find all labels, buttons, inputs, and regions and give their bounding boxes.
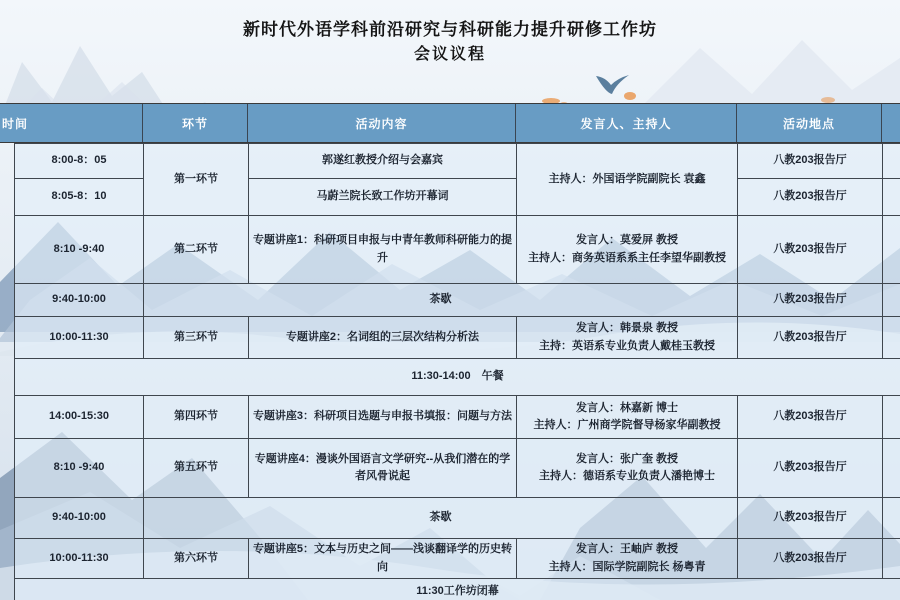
cell-location: 八教203报告厅 — [738, 216, 883, 284]
cell-speaker: 主持人：外国语学院副院长 袁鑫 — [517, 144, 738, 216]
column-header-session: 环节 — [143, 104, 248, 142]
cell-content: 专题讲座5：文本与历史之间——浅谈翻译学的历史转向 — [249, 539, 517, 579]
table-row — [15, 579, 900, 600]
speaker-line: 发言人：张广奎 教授 — [575, 452, 679, 465]
table-row — [15, 539, 900, 579]
cell-speaker — [517, 317, 738, 359]
host-line: 主持人：商务英语系系主任李望华副教授 — [528, 251, 726, 264]
speaker-line: 发言人：王岫庐 教授 — [575, 543, 679, 556]
table-row — [15, 144, 900, 179]
cell-session: 第三环节 — [144, 317, 249, 359]
table-row — [15, 284, 900, 317]
cell-location: 八教203报告厅 — [738, 498, 883, 539]
table-row — [15, 216, 900, 284]
cell-extra — [883, 498, 900, 539]
cell-location: 八教203报告厅 — [738, 539, 883, 579]
column-header-time: 时间 — [0, 104, 143, 142]
cell-speaker — [517, 439, 738, 498]
cell-extra — [883, 144, 900, 179]
cell-extra — [883, 284, 900, 317]
table-row — [15, 498, 900, 539]
cell-extra — [883, 539, 900, 579]
cell-time: 10:00-11:30 — [15, 539, 144, 579]
page-title — [0, 18, 900, 66]
agenda-table — [0, 103, 900, 600]
cell-content: 郭遂红教授介绍与会嘉宾 — [249, 144, 517, 179]
cell-location: 八教203报告厅 — [738, 284, 883, 317]
speaker-line: 发言人：林嘉新 博士 — [575, 401, 679, 414]
cell-content: 茶歇 — [144, 498, 738, 539]
cell-content: 专题讲座1：科研项目申报与中青年教师科研能力的提升 — [249, 216, 517, 284]
cell-location: 八教203报告厅 — [738, 439, 883, 498]
cell-time: 10:00-11:30 — [15, 317, 144, 359]
table-row — [15, 396, 900, 439]
workshop-title: 新时代外语学科前沿研究与科研能力提升研修工作坊 — [243, 20, 657, 39]
table-row — [15, 317, 900, 359]
cell-time: 8:10 -9:40 — [15, 216, 144, 284]
cell-time: 9:40-10:00 — [15, 284, 144, 317]
host-line: 主持人：德语系专业负责人潘艳博士 — [539, 470, 715, 482]
cell-location: 八教203报告厅 — [738, 144, 883, 179]
cell-speaker — [517, 396, 738, 439]
cell-content: 专题讲座3：科研项目选题与申报书填报：问题与方法 — [249, 396, 517, 439]
column-header-speaker: 发言人、主持人 — [516, 104, 737, 142]
cell-time: 8:00-8：05 — [15, 144, 144, 179]
cell-time: 8:10 -9:40 — [15, 439, 144, 498]
table-body — [14, 143, 900, 600]
table-row — [15, 439, 900, 498]
cell-content: 专题讲座2：名词组的三层次结构分析法 — [249, 317, 517, 359]
cell-time: 8:05-8：10 — [15, 179, 144, 216]
cell-location: 八教203报告厅 — [738, 396, 883, 439]
host-line: 主持人：广州商学院督导杨家华副教授 — [533, 419, 721, 431]
cell-content: 专题讲座4：漫谈外国语言文学研究--从我们潜在的学者风骨说起 — [249, 439, 517, 498]
cell-session: 第二环节 — [144, 216, 249, 284]
cell-session: 第六环节 — [144, 539, 249, 579]
cell-extra — [883, 317, 900, 359]
cell-speaker — [517, 539, 738, 579]
cell-session: 第五环节 — [144, 439, 249, 498]
column-header-location: 活动地点 — [737, 104, 882, 142]
cell-speaker — [517, 216, 738, 284]
host-line: 主持：英语系专业负责人戴桂玉教授 — [539, 339, 715, 352]
cell-extra — [883, 439, 900, 498]
table-row — [15, 359, 900, 396]
cell-session: 第四环节 — [144, 396, 249, 439]
cell-content: 马蔚兰院长致工作坊开幕词 — [249, 179, 517, 216]
cell-extra — [883, 396, 900, 439]
cell-location: 八教203报告厅 — [738, 179, 883, 216]
cell-closing: 11:30工作坊闭幕 — [15, 579, 900, 600]
cell-extra — [883, 216, 900, 284]
agenda-subtitle: 会议议程 — [413, 45, 486, 63]
cell-session: 第一环节 — [144, 144, 249, 216]
cell-location: 八教203报告厅 — [738, 317, 883, 359]
cell-lunch: 11:30-14:00 午餐 — [15, 359, 900, 396]
cell-time: 9:40-10:00 — [15, 498, 144, 539]
speaker-line: 发言人：莫爱屏 教授 — [575, 234, 679, 247]
column-header-content: 活动内容 — [248, 104, 516, 142]
speaker-line: 发言人：韩景泉 教授 — [575, 322, 679, 335]
cell-time: 14:00-15:30 — [15, 396, 144, 439]
cell-content: 茶歇 — [144, 284, 738, 317]
host-line: 主持人：国际学院副院长 杨粤青 — [548, 560, 706, 573]
table-header-row — [0, 103, 900, 143]
column-header-extra — [882, 104, 900, 142]
cell-extra — [883, 179, 900, 216]
